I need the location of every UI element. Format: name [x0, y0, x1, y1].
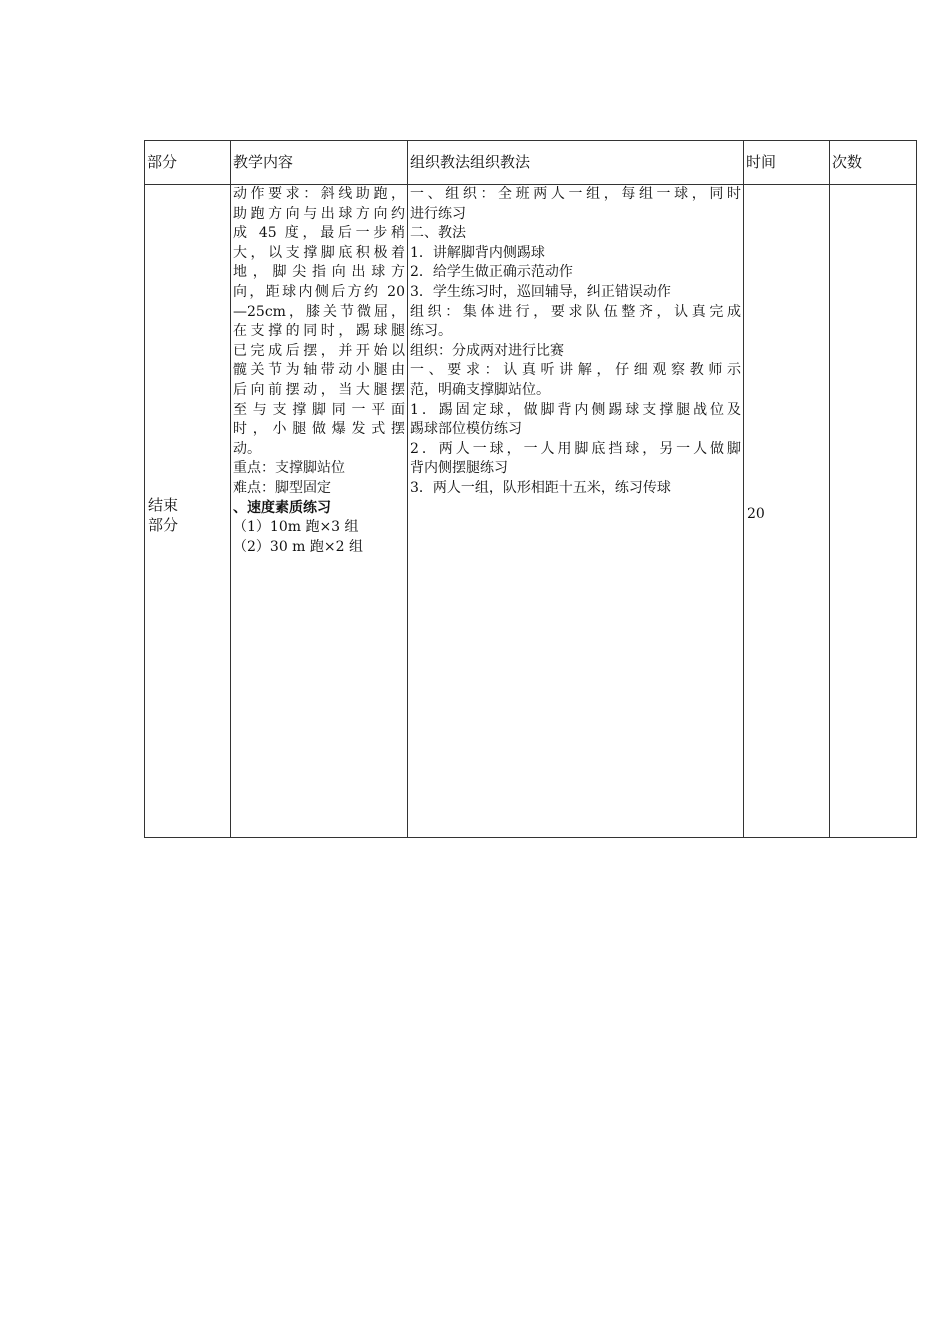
difficulty-point: 难点：脚型固定	[233, 479, 331, 496]
method-cell	[408, 185, 744, 838]
header-time: 时间	[744, 141, 830, 185]
section-label-line: 结束	[148, 496, 179, 514]
content-line: 时，小腿做爆发式摆	[233, 421, 405, 438]
speed-training-item: （1）10m 跑×3 组	[233, 519, 359, 536]
method-line: 二、教法	[410, 225, 466, 242]
method-line: 踢球部位模仿练习	[410, 421, 522, 438]
method-line: 1．讲解脚背内侧踢球	[410, 244, 545, 261]
content-line: 动。	[233, 440, 261, 457]
content-cell	[231, 185, 408, 838]
content-line: —25cm，膝关节微屈，	[233, 303, 405, 320]
method-line: 3．学生练习时，巡回辅导，纠正错误动作	[410, 283, 671, 300]
content-line: 至与支撑脚同一平面	[233, 401, 405, 418]
method-line: 1．踢固定球，做脚背内侧踢球支撑腿战位及	[410, 401, 741, 418]
count-cell	[830, 185, 917, 838]
method-line: 3．两人一组，队形相距十五米，练习传球	[410, 479, 671, 496]
method-line: 2．给学生做正确示范动作	[410, 264, 573, 281]
method-line: 练习。	[410, 323, 452, 340]
header-count: 次数	[830, 141, 917, 185]
time-cell	[744, 185, 830, 838]
key-point: 重点：支撑脚站位	[233, 460, 345, 477]
method-line: 2．两人一球，一人用脚底挡球，另一人做脚	[410, 440, 741, 457]
method-line: 组织：分成两对进行比赛	[410, 342, 564, 359]
content-line: 向，距球内侧后方约 20	[233, 283, 405, 300]
content-line: 已完成后摆，并开始以	[233, 342, 405, 359]
header-method: 组织教法组织教法	[408, 141, 744, 185]
section-label	[148, 495, 188, 535]
content-line: 大，以支撑脚底积极着	[233, 244, 405, 261]
section-cell	[145, 185, 231, 838]
method-line: 进行练习	[410, 205, 466, 222]
speed-training-item: （2）30 m 跑×2 组	[233, 538, 363, 555]
header-content: 教学内容	[231, 141, 408, 185]
lesson-plan-table	[144, 140, 917, 838]
section-label-line: 部分	[148, 516, 179, 534]
content-line: 助跑方向与出球方向约	[233, 205, 405, 222]
method-line: 范，明确支撑脚站位。	[410, 381, 550, 398]
method-line: 组织：集体进行，要求队伍整齐，认真完成	[410, 303, 741, 320]
table-row	[145, 185, 917, 838]
method-line: 背内侧摆腿练习	[410, 460, 508, 477]
content-line: 髋关节为轴带动小腿由	[233, 362, 405, 379]
table-header-row	[145, 141, 917, 185]
method-line: 一、组织：全班两人一组，每组一球，同时	[410, 186, 741, 202]
header-section: 部分	[145, 141, 231, 185]
method-line: 一、要求：认真听讲解，仔细观察教师示	[410, 362, 741, 379]
content-line: 成 45 度，最后一步稍	[233, 225, 405, 242]
speed-training-heading: 、速度素质练习	[233, 499, 331, 516]
content-line: 后向前摆动，当大腿摆	[233, 381, 405, 398]
content-line: 地，脚尖指向出球方	[233, 264, 405, 281]
content-line: 动作要求：斜线助跑，	[233, 186, 405, 202]
content-line: 在支撑的同时，踢球腿	[233, 323, 405, 340]
time-value: 20	[747, 506, 765, 522]
